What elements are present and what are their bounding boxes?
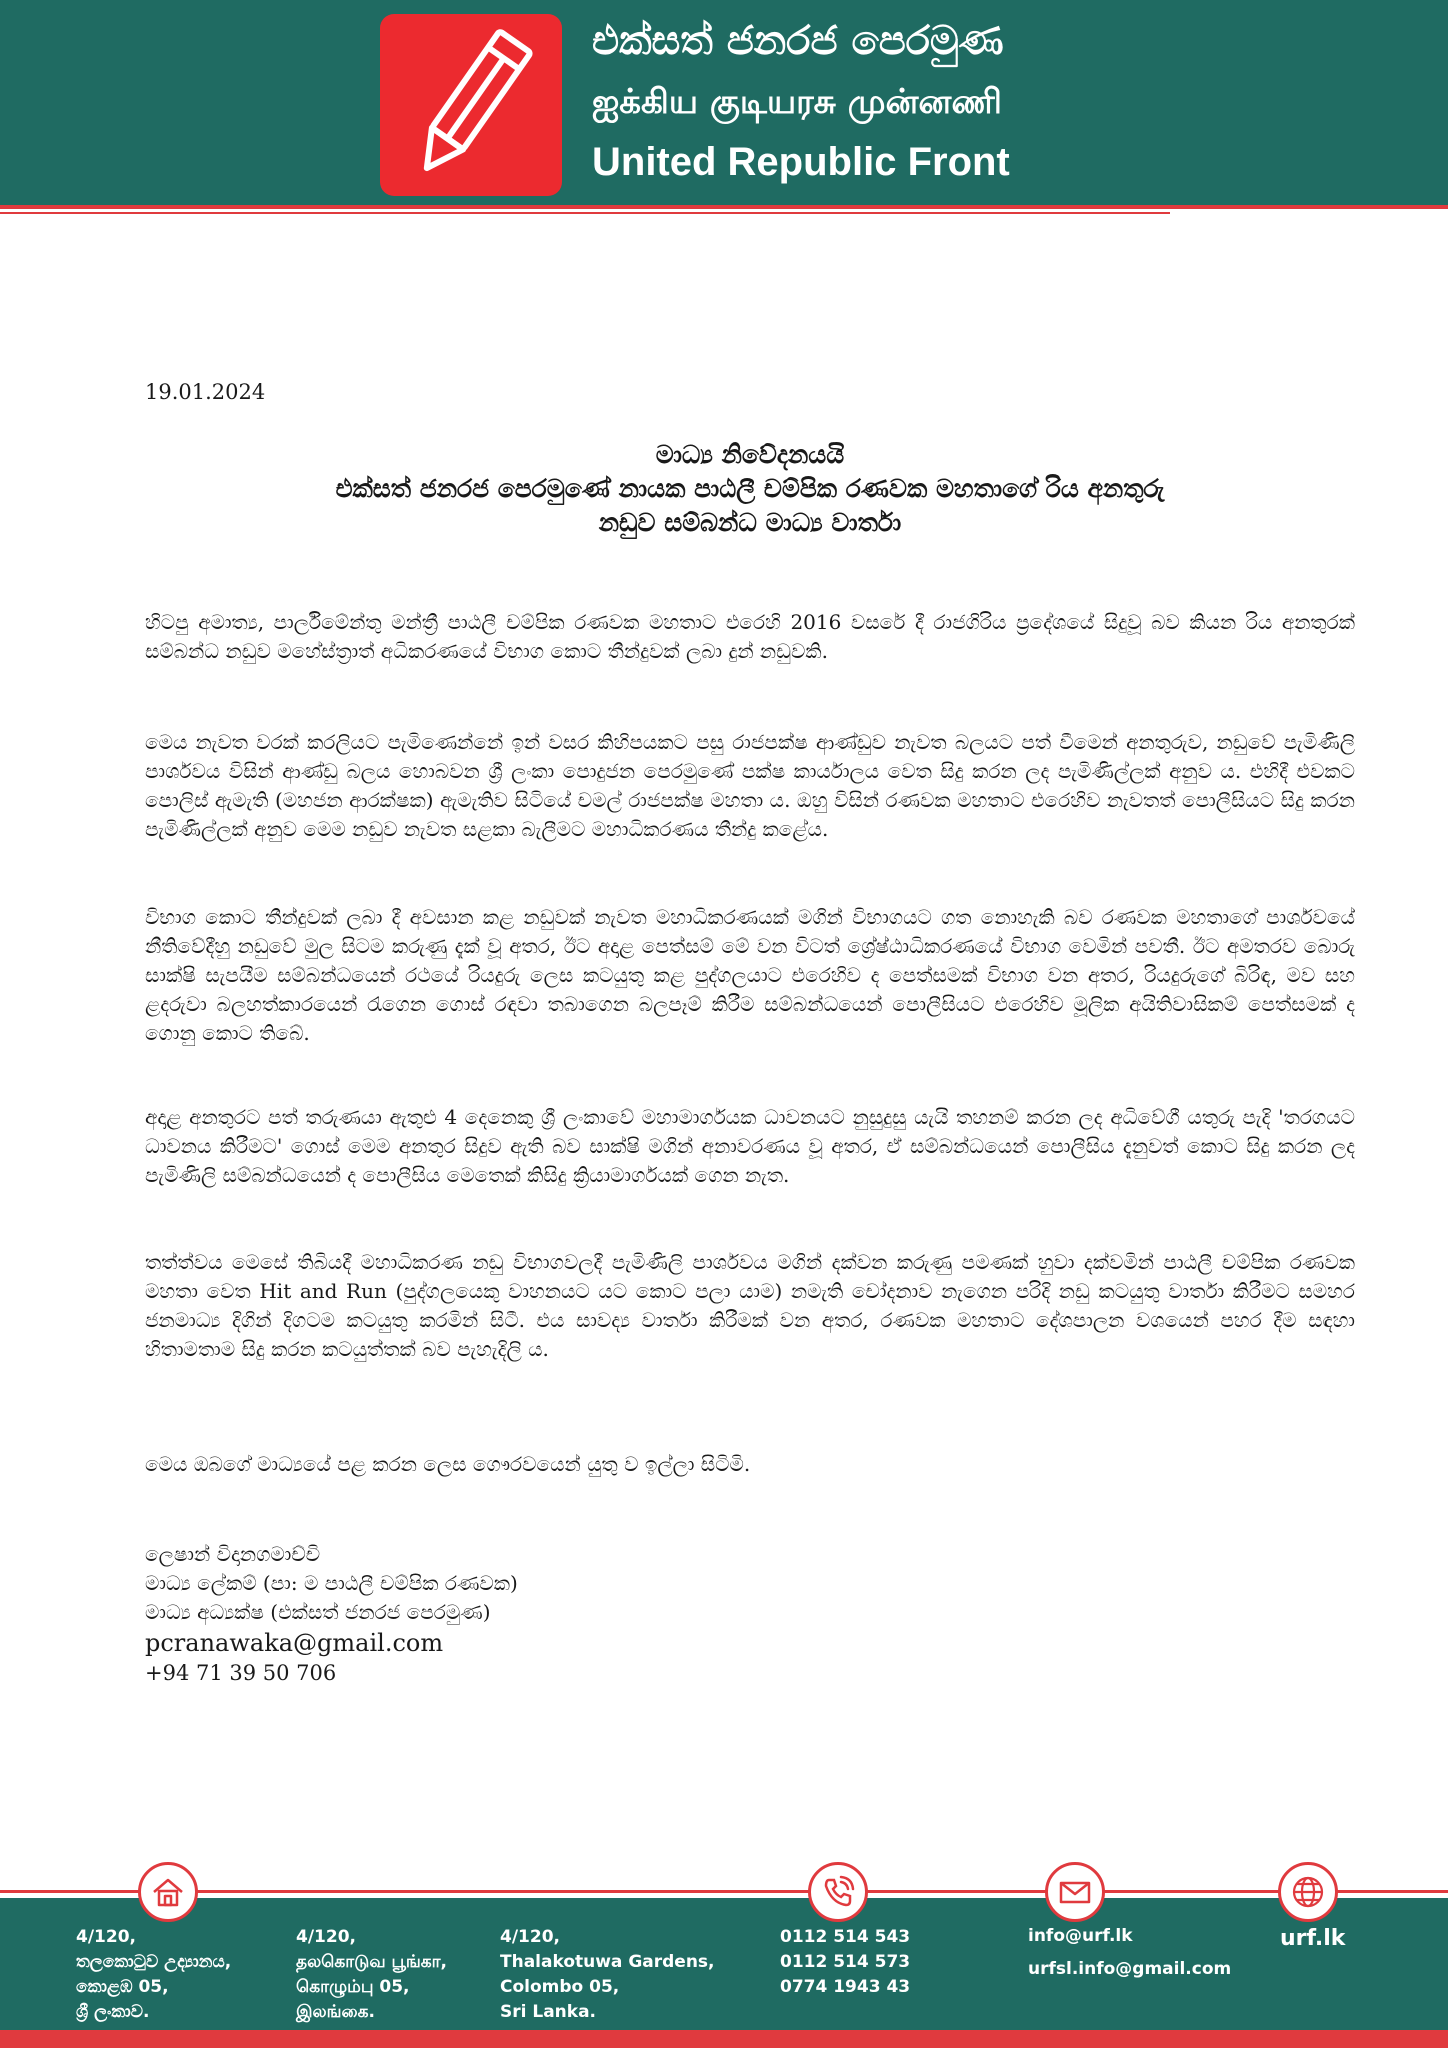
header-divider-thin: [0, 212, 1170, 214]
document-date: 19.01.2024: [145, 380, 266, 404]
header-divider: [0, 205, 1448, 209]
address-tamil: [296, 1925, 447, 2025]
email-link[interactable]: urfsl.info@gmail.com: [1028, 1959, 1232, 1979]
address-line: இலங்கை.: [296, 2002, 375, 2022]
address-line: Sri Lanka.: [500, 2002, 597, 2022]
signatory-role: මාධ්‍ය අධ්‍යක්ෂ (එක්සත් ජනරජ පෙරමුණ): [145, 1600, 491, 1624]
phone-number: 0112 514 543: [780, 1927, 911, 1947]
footer-divider: [0, 1890, 1448, 1893]
mail-icon: [1045, 1862, 1105, 1922]
document-title: [145, 438, 1355, 540]
title-line: එක්සත් ජනරජ පෙරමුණේ නායක පාඨලී චම්පික රණවක මහතාගේ රිය අනතුරු: [335, 474, 1165, 503]
contact-phone: +94 71 39 50 706: [145, 1661, 337, 1685]
paragraph: අදාළ අනතුරට පත් තරුණයා ඇතුළු 4 දෙනෙකු ශ්‍රී ලංකාවේ මහාමාර්ගයක ධාවනයට නුසුදුසු යැයි තහනම් කරන ලද අධිවේගී යතුරු පැදි 'තරගයට ධාවනය කිරීමට' ගොස් මෙම අනතුර සිදුව ඇති බව සාක්ෂි මගින් අනාවරණය වූ අතර, ඒ සම්බන්ධයෙන් පොලීසිය දැනුවත් කොට සිදු කරන ලද පැමිණිලි සම්බන්ධයෙන් ද පොලීසිය මෙතෙක් කිසිදු ක්‍රියාමාර්ගයක් ගෙන නැත.: [145, 1105, 1355, 1187]
pencil-logo: [380, 14, 562, 196]
address-english: [500, 1925, 715, 2025]
paragraph: මෙය නැවත වරක් කරලියට පැමිණෙන්නේ ඉන් වසර කිහිපයකට පසු රාජපක්ෂ ආණ්ඩුව නැවත බලයට පත් වීමෙන් අනතුරුව, නඩුවේ පැමිණිලි පාර්ශවය විසින් ආණ්ඩු බලය හොබවන ශ්‍රී ලංකා පොදුජන පෙරමුණේ පක්ෂ කාර්යාලය වෙත සිදු කරන ලද පැමිණිල්ලක් අනුව ය. එහිදී එවකට පොලිස් ඇමැති (මහජන ආරක්ෂක) ඇමැතිව සිටියේ චමල් රාජපක්ෂ මහතා ය. ඔහු විසින් රණවක මහතාට එරෙහිව නැවතත් පොලීසියට සිදු කරන පැමිණිල්ලක් අනුව මෙම නඩුව නැවත සළකා බැලීමට මහාධිකරණය තීන්දු කළේය.: [145, 730, 1355, 841]
phone-number: 0774 1943 43: [780, 1977, 911, 1997]
globe-icon: [1278, 1862, 1338, 1922]
address-line: 4/120,: [296, 1927, 356, 1947]
title-line: නඩුව සම්බන්ධ මාධ්‍ය වාර්තා: [598, 508, 902, 537]
address-line: Thalakotuwa Gardens,: [500, 1952, 715, 1972]
email-addresses: [1028, 1920, 1231, 1986]
address-sinhala: [76, 1925, 231, 2025]
paragraph: හිටපු අමාත්‍ය, පාර්ලිමේන්තු මන්ත්‍රී පාඨලී චම්පික රණවක මහතාට එරෙහි 2016 වසරේ දී රාජගිරිය ප්‍රදේශයේ සිදුවූ බව කියන රිය අනතුරක් සම්බන්ධ නඩුව මහේස්ත්‍රාත් අධිකරණයේ විභාග කොට තීන්දුවක් ලබා දුන් නඩුවකි.: [145, 610, 1355, 663]
address-line: කොළඹ 05,: [76, 1977, 169, 1997]
address-line: ශ්‍රී ලංකාව.: [76, 2002, 150, 2022]
contact-email[interactable]: pcranawaka@gmail.com: [145, 1629, 444, 1657]
paragraph: තත්ත්වය මෙසේ තිබියදී මහාධිකරණ නඩු විභාගවලදී පැමිණිලි පාර්ශවය මගින් දක්වන කරුණු පමණක් හුවා දක්වමින් පාඨලී චම්පික රණවක මහතා වෙත Hit and Run (පුද්ගලයෙකු වාහනයට යට කොට පලා යාම) නමැති චෝදනාව නැගෙන පරිදි නඩු කටයුතු වාර්තා කිරීමට සමහර ජනමාධ්‍ය දිගින් දිගටම කටයුතු කරමින් සිටී. එය සාවද්‍ය වාර්තා කිරීමක් වන අතර, රණවක මහතාට දේශපාලන වශයෙන් පහර දීම සඳහා හිතාමතාම සිදු කරන කටයුත්තක් බව පැහැදිලි ය.: [145, 1250, 1355, 1361]
org-name-tamil: ஐக்கிய குடியரசு முன்னணி: [592, 82, 1002, 122]
closing-request: මෙය ඔබගේ මාධ්‍යයේ පළ කරන ලෙස ගෞරවයෙන් යුතු ව ඉල්ලා සිටිමි.: [145, 1452, 751, 1476]
phone-numbers: [780, 1925, 910, 2000]
email-link[interactable]: info@urf.lk: [1028, 1926, 1133, 1946]
website-link[interactable]: urf.lk: [1280, 1926, 1346, 1951]
signatory-role: මාධ්‍ය ලේකම් (පා: ම පාඨලී චම්පික රණවක): [145, 1571, 518, 1595]
footer-bottom-bar: [0, 2030, 1448, 2048]
org-name-sinhala: එක්සත් ජනරජ පෙරමුණ: [592, 18, 1004, 64]
signature-block: [145, 1540, 518, 1688]
phone-icon: [808, 1862, 868, 1922]
phone-number: 0112 514 573: [780, 1952, 911, 1972]
signatory-name: ලෙෂාන් විදානගමාච්චි: [145, 1542, 321, 1566]
home-icon: [138, 1862, 198, 1922]
paragraph: විභාග කොට තීන්දුවක් ලබා දී අවසාන කළ නඩුවක් නැවත මහාධිකරණයක් මගින් විභාගයට ගත නොහැකි බව රණවක මහතාගේ පාර්ශවයේ නීතිවේදීහු නඩුවේ මුල සිටම කරුණු දැක් වූ අතර, ඊට අදාළ පෙත්සම් මේ වන විටත් ශ්‍රේෂ්ඨාධිකරණයේ විභාග වෙමින් පවතී. ඊට අමතරව බොරු සාක්ෂි සැපයීම සම්බන්ධයෙන් රථයේ රියදුරු ලෙස කටයුතු කළ පුද්ගලයාට එරෙහිව ද පෙත්සමක් විභාග වන අතර, රියදුරුගේ බිරිඳ, මව සහ ළදරුවා බලහත්කාරයෙන් රැගෙන ගොස් රඳවා තබාගෙන බලපෑම් කිරීම සම්බන්ධයෙන් පොලීසියට එරෙහිව මූලික අයිතිවාසිකම් පෙත්සමක් ද ගොනු කොට තිබේ.: [145, 905, 1355, 1045]
address-line: තලකොටුව උද්‍යානය,: [76, 1952, 232, 1972]
address-line: Colombo 05,: [500, 1977, 620, 1997]
address-line: 4/120,: [76, 1927, 136, 1947]
org-name-english: United Republic Front: [592, 140, 1010, 184]
title-line: මාධ්‍ය නිවේදනයයි: [655, 440, 845, 469]
address-line: தலகொடுவ பூங்கா,: [296, 1952, 448, 1972]
address-line: கொழும்பு 05,: [296, 1977, 410, 1997]
address-line: 4/120,: [500, 1927, 560, 1947]
